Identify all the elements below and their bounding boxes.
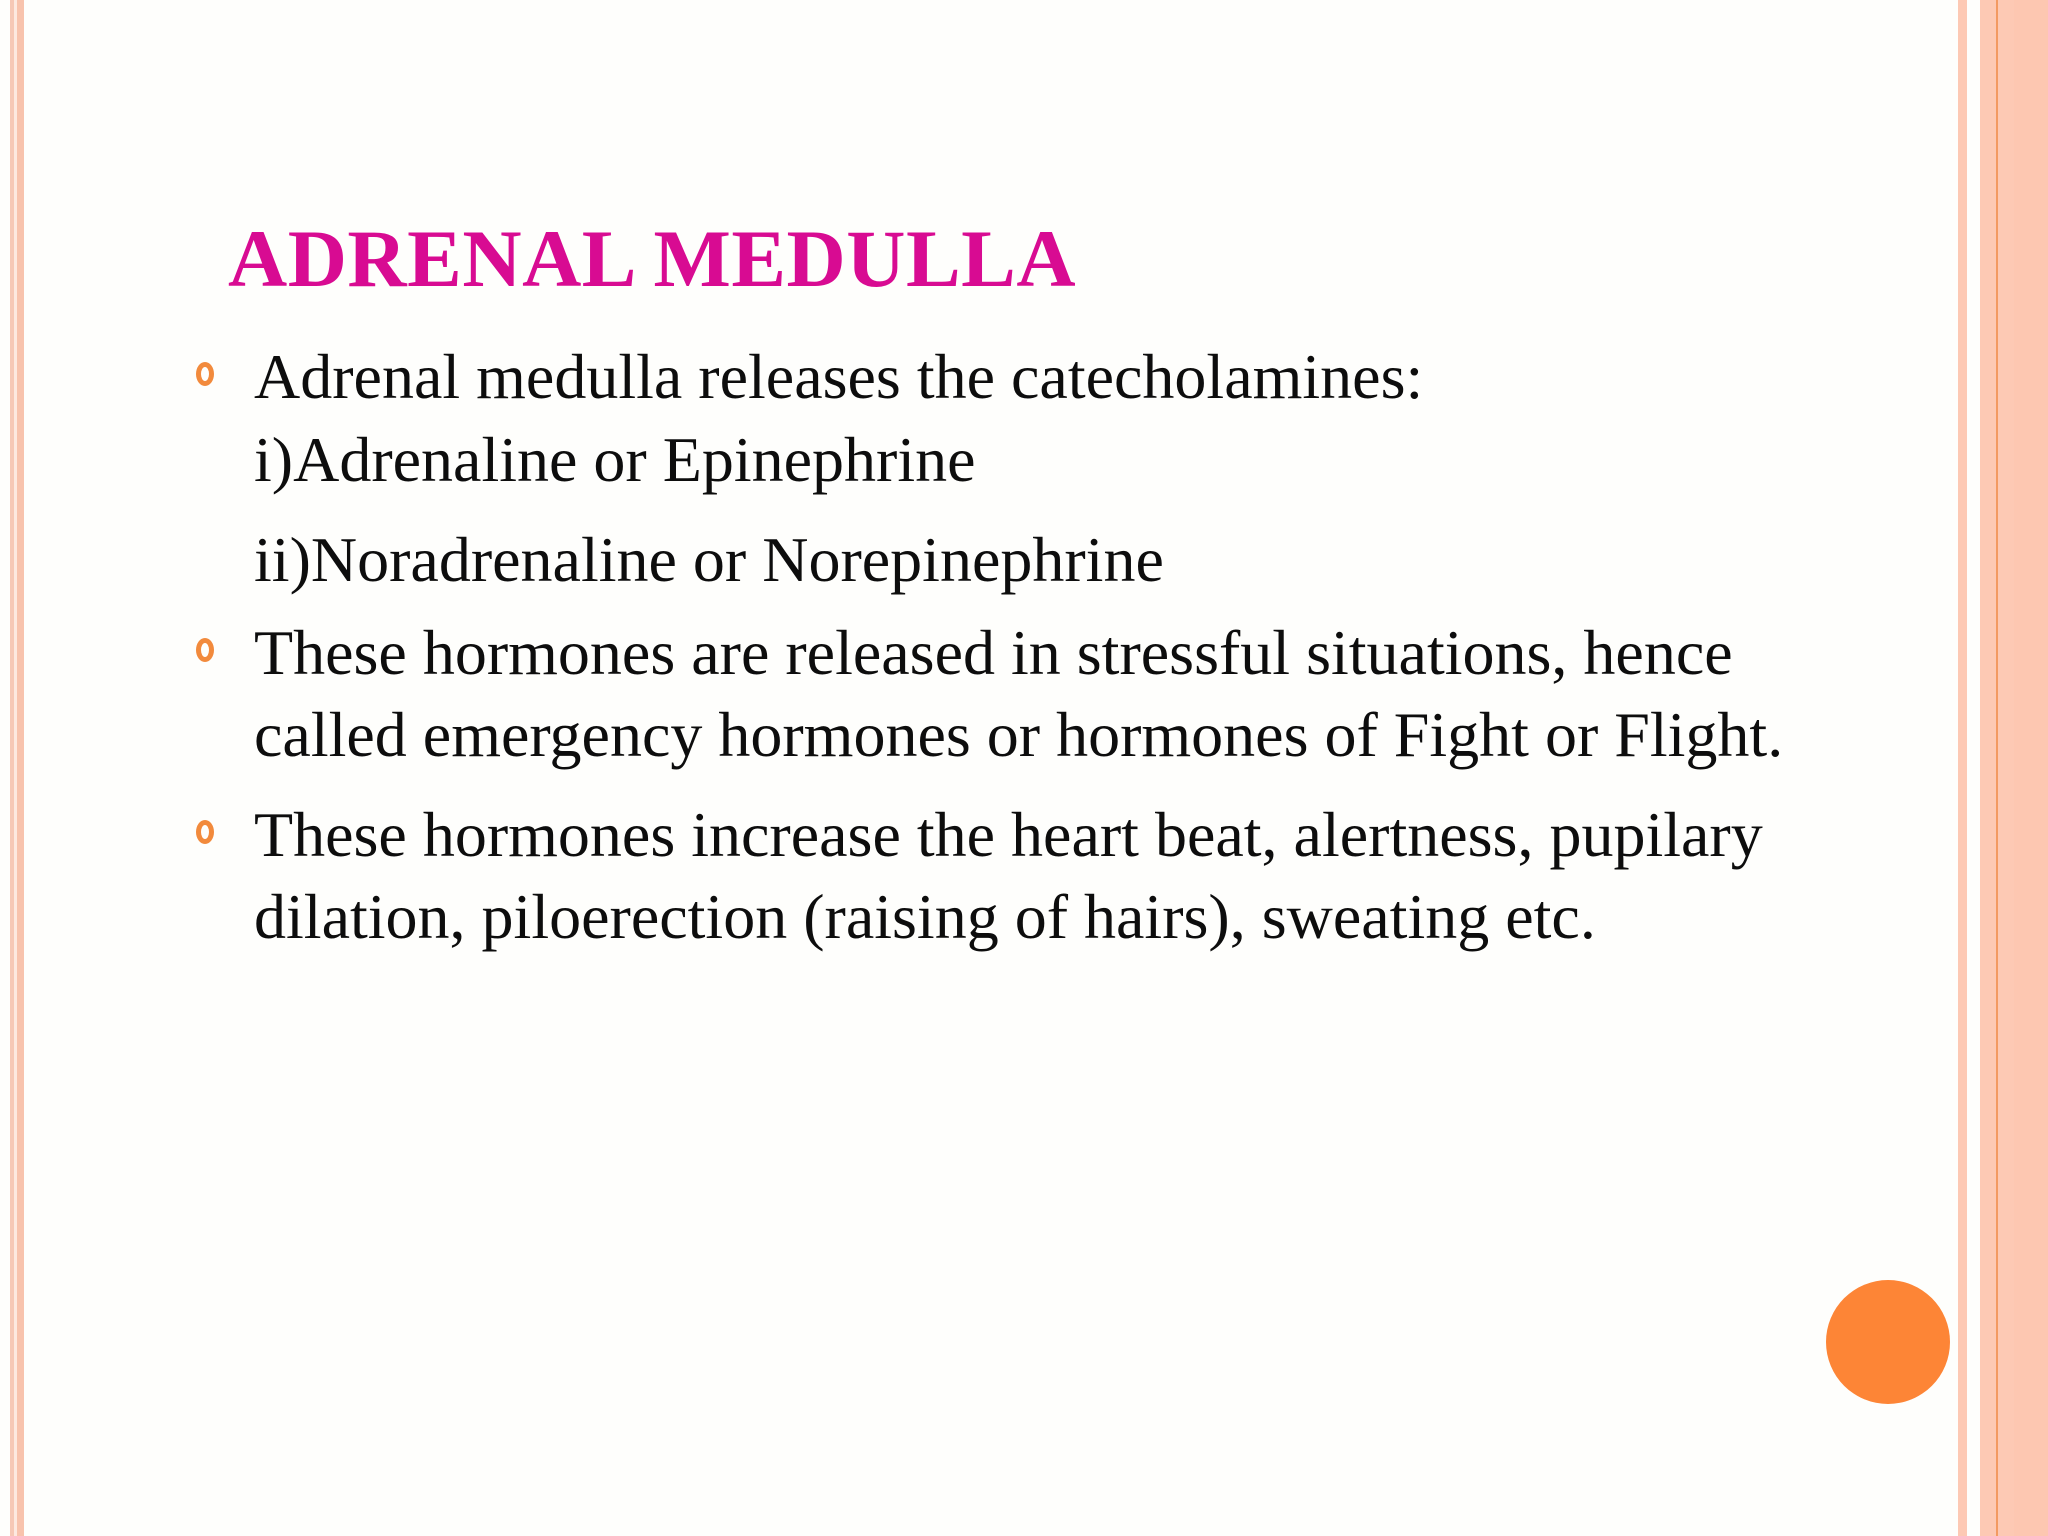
sub-item: ii)Noradrenaline or Norepinephrine — [254, 524, 1164, 595]
hollow-circle-bullet-icon — [196, 362, 214, 386]
right-border-stripe — [1958, 0, 1967, 1536]
bullet-text: These hormones increase the heart beat, alertness, pupilary dilation, piloerection (raising of hairs), sweating etc. — [254, 799, 1763, 952]
right-border-stripe — [2014, 0, 2048, 1536]
left-border-stripe — [17, 0, 24, 1536]
hollow-circle-bullet-icon — [196, 638, 214, 662]
bullet-item — [196, 612, 1896, 776]
slide-title: ADRENAL MEDULLA — [228, 213, 1077, 304]
right-border-stripe — [1998, 0, 2014, 1536]
bullet-item — [196, 794, 1896, 958]
bullet-text: These hormones are released in stressful situations, hence called emergency hormones or hormones of Fight or Flight. — [254, 617, 1784, 770]
right-border-stripe — [1980, 0, 1996, 1536]
hollow-circle-bullet-icon — [196, 820, 214, 844]
bullet-text: Adrenal medulla releases the catecholamines: — [254, 341, 1424, 412]
filled-circle-icon — [1826, 1280, 1950, 1404]
bullet-item — [196, 336, 1896, 418]
sub-item: i)Adrenaline or Epinephrine — [254, 424, 976, 495]
slide-body — [196, 336, 1896, 958]
